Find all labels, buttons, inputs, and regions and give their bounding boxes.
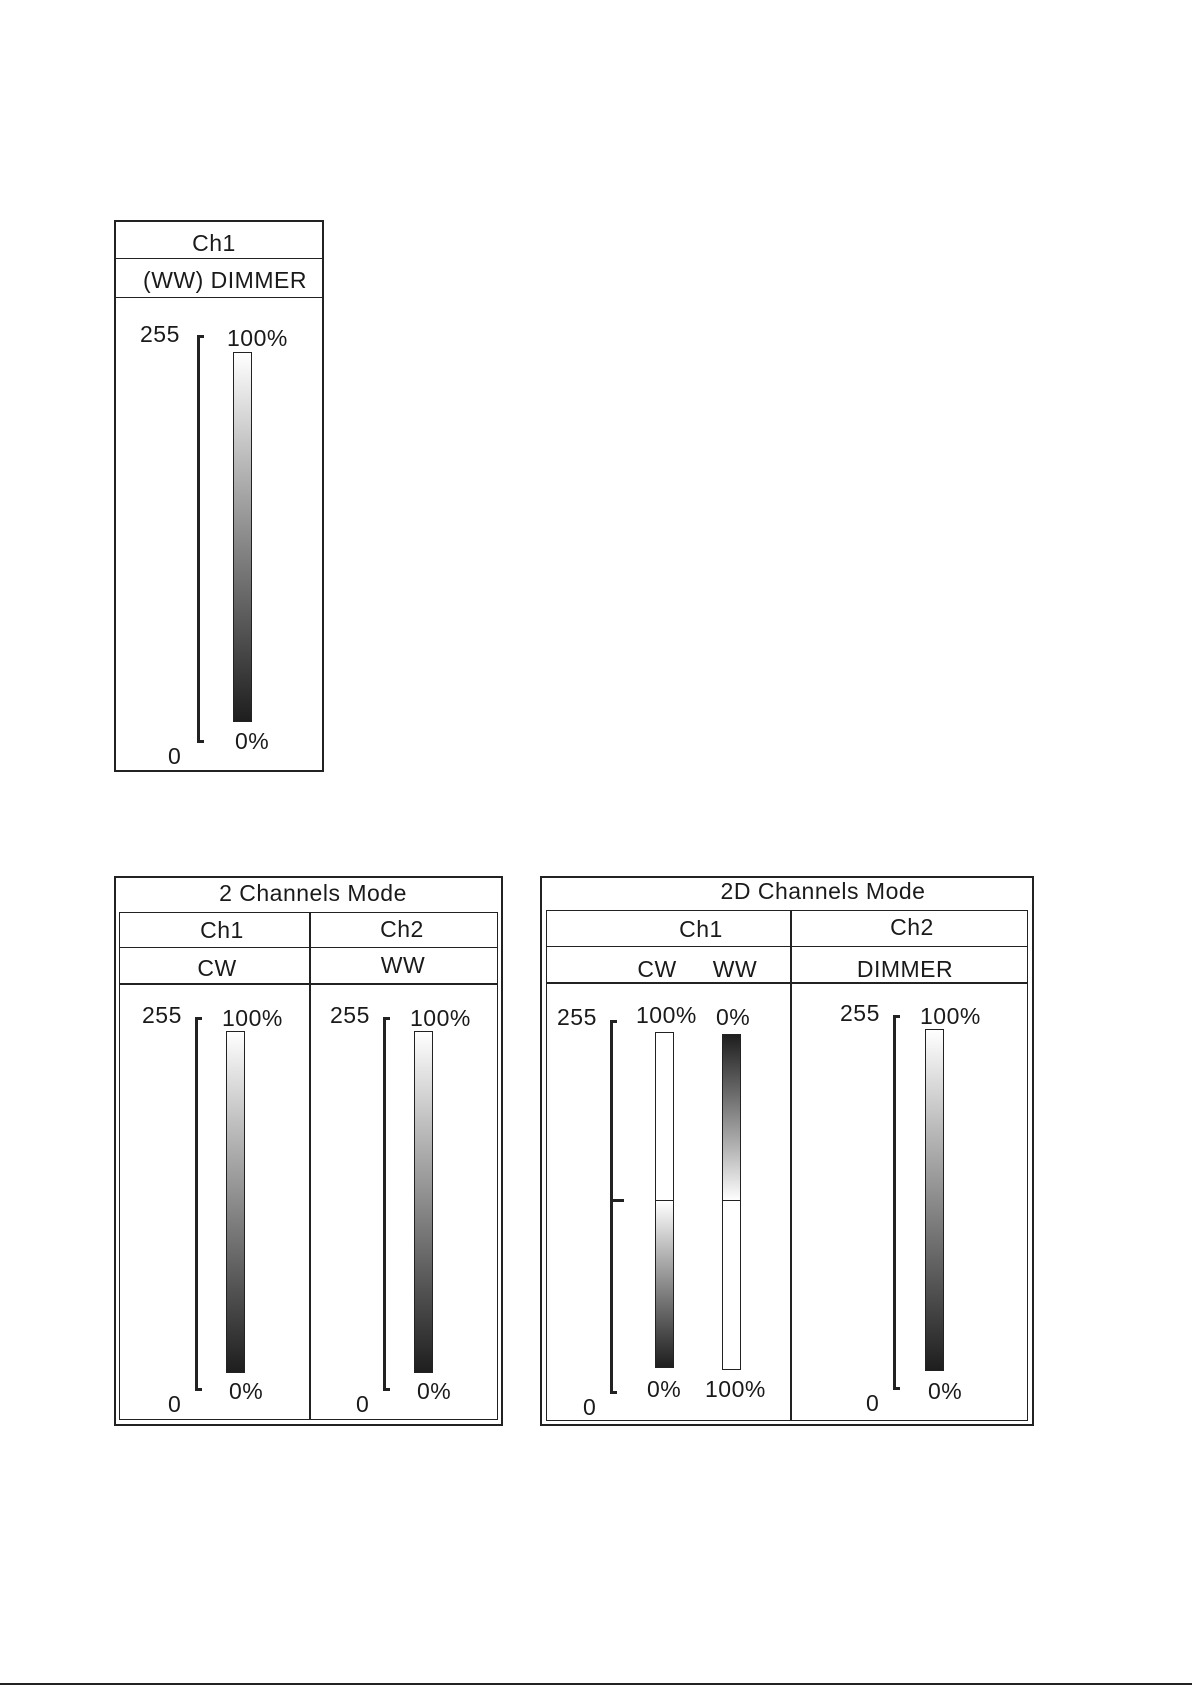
panel1-channel-label: Ch1 — [192, 230, 236, 256]
panel2-column-divider — [309, 912, 311, 1420]
panel3-col1-channel: Ch1 — [679, 916, 723, 942]
panel2-col2-scale-max: 255 — [330, 1002, 370, 1028]
panel1-dmx-scale — [197, 335, 204, 743]
panel1-pct-bottom: 0% — [235, 728, 270, 754]
panel2-col1-dmx-scale — [195, 1017, 202, 1391]
panel3-ww-bar-upper — [722, 1034, 741, 1202]
panel3-col1-function-cw: CW — [637, 956, 677, 982]
panel1-intensity-bar — [233, 352, 252, 722]
panel3-title: 2D Channels Mode — [720, 878, 926, 904]
panel3-col2-function: DIMMER — [856, 956, 954, 982]
panel2-col1-scale-min: 0 — [168, 1391, 182, 1417]
panel3-cw-bar-upper — [655, 1032, 674, 1202]
panel2-col2-pct-top: 100% — [410, 1005, 471, 1031]
panel2-col1-pct-top: 100% — [222, 1005, 283, 1031]
panel2-col2-pct-bottom: 0% — [417, 1378, 452, 1404]
panel2-col1-intensity-bar — [226, 1031, 245, 1373]
panel3-col2-scale-max: 255 — [840, 1000, 880, 1026]
panel3-col1-scale-max: 255 — [557, 1004, 597, 1030]
panel3-col2-intensity-bar — [925, 1029, 944, 1371]
panel2-col2-intensity-bar — [414, 1031, 433, 1373]
panel3-col2-scale-min: 0 — [866, 1390, 880, 1416]
panel2-divider-2 — [120, 983, 497, 985]
panel2-col1-function: CW — [197, 955, 237, 981]
panel3-col2-pct-bottom: 0% — [928, 1378, 963, 1404]
panel1-scale-min: 0 — [168, 743, 182, 769]
panel2-col1-channel: Ch1 — [200, 917, 244, 943]
panel2-col2-dmx-scale — [383, 1017, 390, 1391]
panel3-col2-pct-top: 100% — [920, 1003, 981, 1029]
panel3-divider-2 — [547, 982, 1027, 984]
panel2-title: 2 Channels Mode — [219, 880, 407, 906]
panel3-col2-channel: Ch2 — [890, 914, 934, 940]
panel1-scale-max: 255 — [140, 321, 180, 347]
panel1-divider-1 — [116, 258, 322, 259]
panel3-col1-function-ww: WW — [712, 956, 758, 982]
panel3-cw-pct-bottom: 0% — [647, 1376, 682, 1402]
panel1-pct-top: 100% — [227, 325, 288, 351]
panel2-col2-channel: Ch2 — [380, 916, 424, 942]
panel3-ww-pct-top: 0% — [716, 1004, 751, 1030]
panel3-cw-pct-top: 100% — [636, 1002, 697, 1028]
panel3-inner-frame — [546, 910, 1028, 1421]
ch1-dimmer-panel — [114, 220, 324, 772]
panel3-ww-pct-bottom: 100% — [705, 1376, 766, 1402]
panel3-divider-1 — [547, 946, 1027, 947]
panel3-column-divider — [790, 910, 792, 1421]
panel3-col1-dmx-scale — [610, 1020, 617, 1394]
panel3-col1-scale-min: 0 — [583, 1394, 597, 1420]
panel2-col1-scale-max: 255 — [142, 1002, 182, 1028]
panel2-col2-scale-min: 0 — [356, 1391, 370, 1417]
panel3-ww-bar-lower — [722, 1200, 741, 1370]
panel3-cw-bar-lower — [655, 1200, 674, 1368]
panel2-col1-pct-bottom: 0% — [229, 1378, 264, 1404]
panel3-col2-dmx-scale — [893, 1015, 900, 1390]
panel3-col1-midpoint-tick — [610, 1199, 624, 1202]
panel1-divider-2 — [116, 297, 322, 298]
panel2-divider-1 — [120, 947, 497, 948]
panel2-col2-function: WW — [380, 952, 426, 978]
panel1-function-label: (WW) DIMMER — [143, 267, 307, 293]
